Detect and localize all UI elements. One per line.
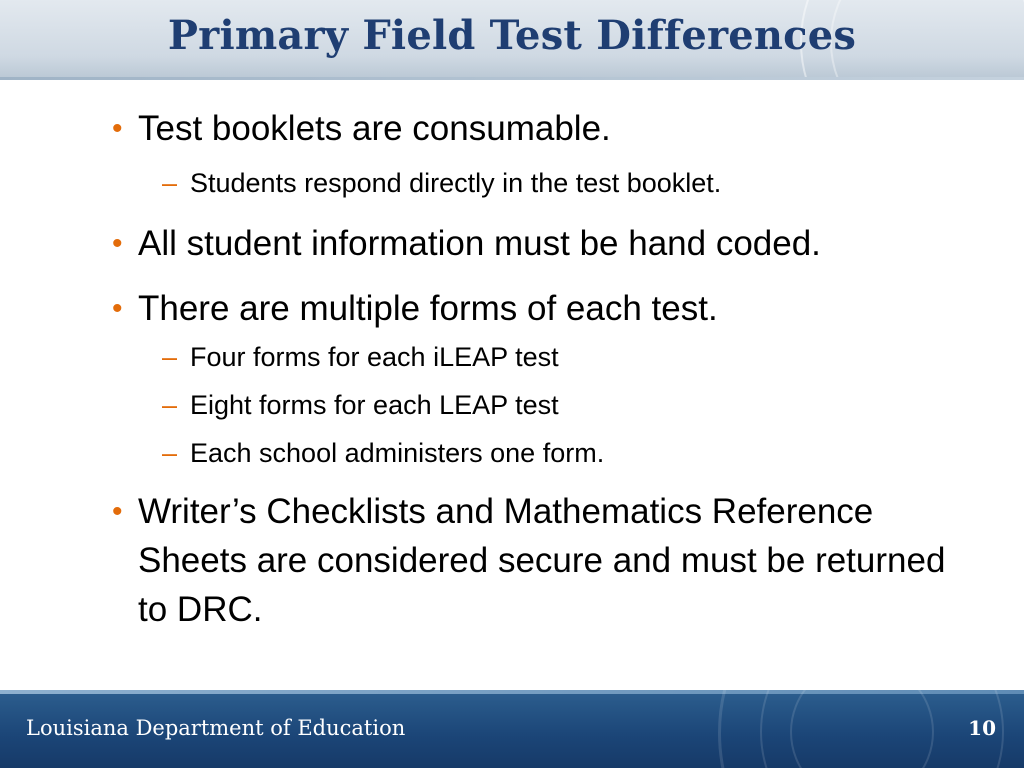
sub-bullet-item: – Students respond directly in the test booklet.: [110, 159, 970, 207]
bullet-list: [110, 104, 970, 634]
bullet-item: • All student information must be hand coded.: [110, 219, 970, 268]
footer-organization: Louisiana Department of Education: [26, 716, 406, 740]
sub-bullet-item: – Each school administers one form.: [110, 429, 970, 477]
sub-bullet-item: – Four forms for each iLEAP test: [110, 333, 970, 381]
slide-title: Primary Field Test Differences: [167, 12, 857, 59]
bullet-item: • Test booklets are consumable.: [110, 104, 970, 153]
footer-bar: [0, 690, 1024, 768]
sub-bullet-item: – Eight forms for each LEAP test: [110, 381, 970, 429]
page-number: 10: [968, 716, 996, 740]
title-band: [0, 0, 1024, 80]
bullet-item: • There are multiple forms of each test.: [110, 284, 970, 333]
slide-body: [110, 104, 970, 634]
decorative-arc: [790, 690, 934, 768]
bullet-item: • Writer’s Checklists and Mathematics Reference Sheets are considered secure and must be returned to DRC.: [110, 487, 970, 634]
